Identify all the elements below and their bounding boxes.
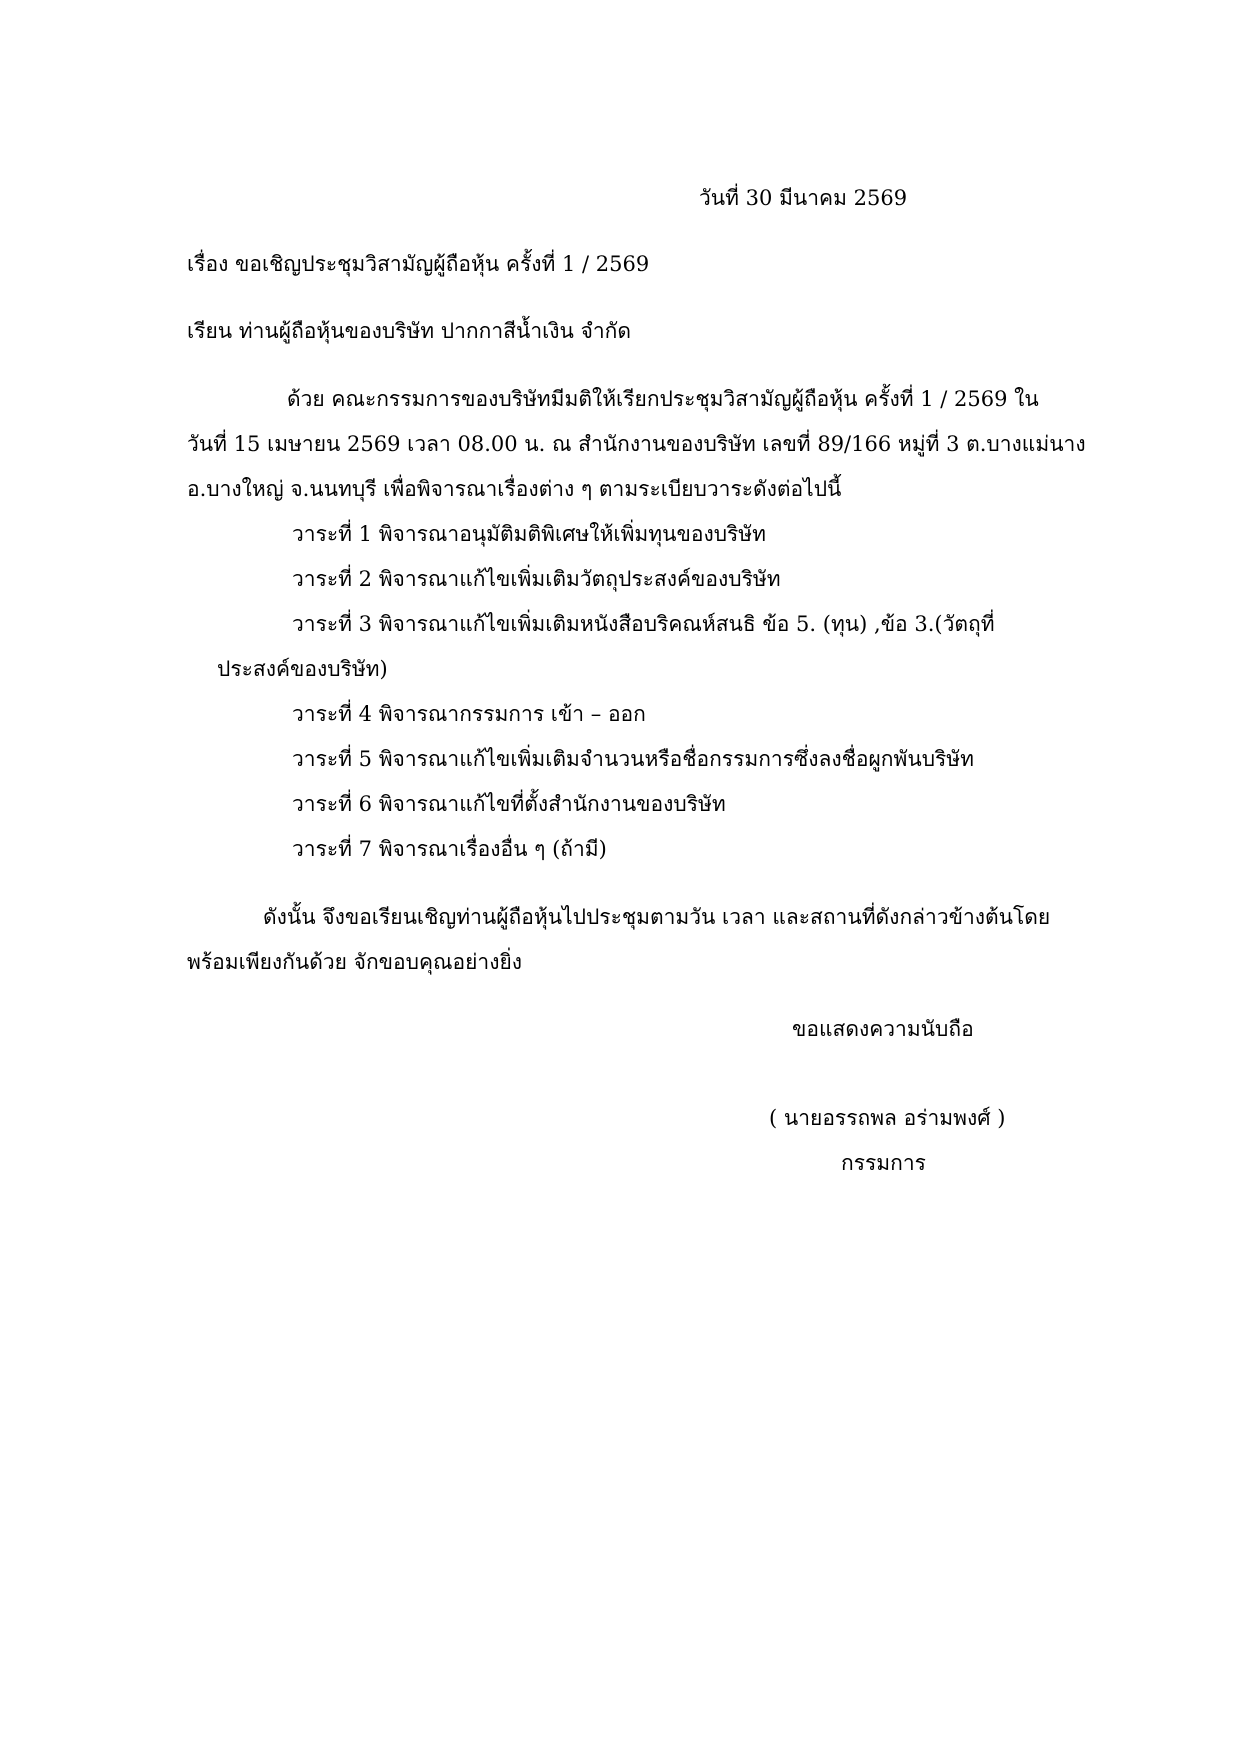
agenda-item-3: วาระที่ 3 พิจารณาแก้ไขเพิ่มเติมหนังสือบริคณห์สนธิ ข้อ 5. (ทุน) ,ข้อ 3.(วัตถุที่ xyxy=(292,612,995,636)
agenda-item-5: วาระที่ 5 พิจารณาแก้ไขเพิ่มเติมจำนวนหรือชื่อกรรมการซึ่งลงชื่อผูกพันบริษัท xyxy=(292,747,974,771)
agenda-item-1: วาระที่ 1 พิจารณาอนุมัติมติพิเศษให้เพิ่มทุนของบริษัท xyxy=(292,522,766,546)
letter-salutation: เรียน ท่านผู้ถือหุ้นของบริษัท ปากกาสีน้ำเงิน จำกัด xyxy=(187,319,632,343)
letter-closing: ขอแสดงความนับถือ xyxy=(792,1017,974,1041)
body-paragraph-1-line: ด้วย คณะกรรมการของบริษัทมีมติให้เรียกประชุมวิสามัญผู้ถือหุ้น ครั้งที่ 1 / 2569 ใน xyxy=(287,387,1039,411)
body-paragraph-2-line: ดังนั้น จึงขอเรียนเชิญท่านผู้ถือหุ้นไปประชุมตามวัน เวลา และสถานที่ดังกล่าวข้างต้นโดย xyxy=(263,905,1051,929)
agenda-item-4: วาระที่ 4 พิจารณากรรมการ เข้า – ออก xyxy=(292,702,646,726)
letter-subject: เรื่อง ขอเชิญประชุมวิสามัญผู้ถือหุ้น ครั้งที่ 1 / 2569 xyxy=(187,252,650,276)
signer-position: กรรมการ xyxy=(841,1151,926,1175)
agenda-item-2: วาระที่ 2 พิจารณาแก้ไขเพิ่มเติมวัตถุประสงค์ของบริษัท xyxy=(292,567,781,591)
body-paragraph-1-line: อ.บางใหญ่ จ.นนทบุรี เพื่อพิจารณาเรื่องต่าง ๆ ตามระเบียบวาระดังต่อไปนี้ xyxy=(187,477,842,501)
letter-date: วันที่ 30 มีนาคม 2569 xyxy=(699,186,908,210)
agenda-item-3-continuation: ประสงค์ของบริษัท) xyxy=(217,657,388,681)
body-paragraph-1-line: วันที่ 15 เมษายน 2569 เวลา 08.00 น. ณ สำนักงานของบริษัท เลขที่ 89/166 หมู่ที่ 3 ต.บางแม่นาง xyxy=(187,432,1086,456)
body-paragraph-2-line: พร้อมเพียงกันด้วย จักขอบคุณอย่างยิ่ง xyxy=(187,950,523,974)
agenda-item-6: วาระที่ 6 พิจารณาแก้ไขที่ตั้งสำนักงานของบริษัท xyxy=(292,792,726,816)
agenda-item-7: วาระที่ 7 พิจารณาเรื่องอื่น ๆ (ถ้ามี) xyxy=(292,837,607,861)
signer-name: ( นายอรรถพล อร่ามพงศ์ ) xyxy=(769,1106,1006,1130)
